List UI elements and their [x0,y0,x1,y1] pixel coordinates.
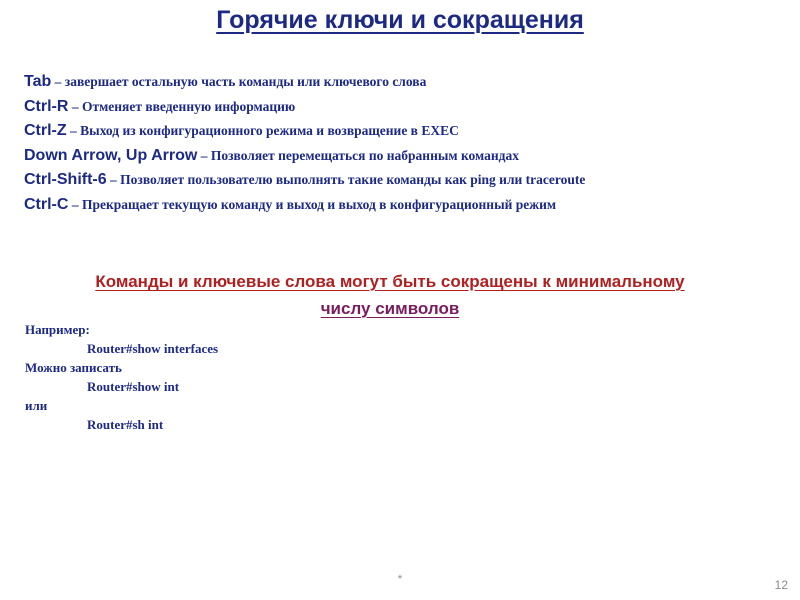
hotkey-key: Ctrl-Shift-6 [24,171,107,188]
hotkey-key: Ctrl-R [24,97,69,115]
hotkey-description: – Отменяет введенную информацию [68,98,296,114]
hotkey-item-ctrl-r [24,95,784,120]
footer-asterisk: * [397,572,403,586]
slide-title: Горячие ключи и сокращения [216,6,584,34]
hotkey-key: Ctrl-C [24,195,69,213]
example-command: Router#sh int [87,417,164,432]
hotkey-description: – завершает остальную часть команды или ключевого слова [51,74,427,89]
example-command: Router#show int [87,379,180,394]
example-label: или [25,398,48,413]
abbreviation-heading [0,268,780,322]
hotkey-key: Tab [24,73,52,90]
example-command: Router#show interfaces [87,341,219,356]
hotkey-item-arrows [24,144,784,169]
example-label: Например: [25,322,90,337]
hotkey-item-ctrl-c [24,193,784,218]
hotkey-key: Down Arrow, Up Arrow [24,146,198,164]
hotkey-item-ctrl-shift-6 [24,168,784,193]
hotkey-item-ctrl-z [24,119,784,144]
hotkey-description: – Прекращает текущую команду и выход и выход в конфигурационный режим [68,196,557,212]
abbreviation-heading-line1: Команды и ключевые слова могут быть сокращены к минимальному [95,272,685,291]
examples-block [25,320,218,434]
abbreviation-heading-line2: числу символов [320,299,460,318]
hotkey-description: – Выход из конфигурационного режима и возвращение в EXEC [66,123,459,138]
hotkey-key: Ctrl-Z [24,122,67,139]
example-label: Можно записать [25,360,122,375]
hotkey-item-tab [24,70,784,95]
hotkey-list [24,70,784,217]
hotkey-description: – Позволяет перемещаться по набранным командах [197,147,520,163]
hotkey-description: – Позволяет пользователю выполнять такие команды как ping или traceroute [106,172,586,187]
slide-number: 12 [774,578,788,592]
